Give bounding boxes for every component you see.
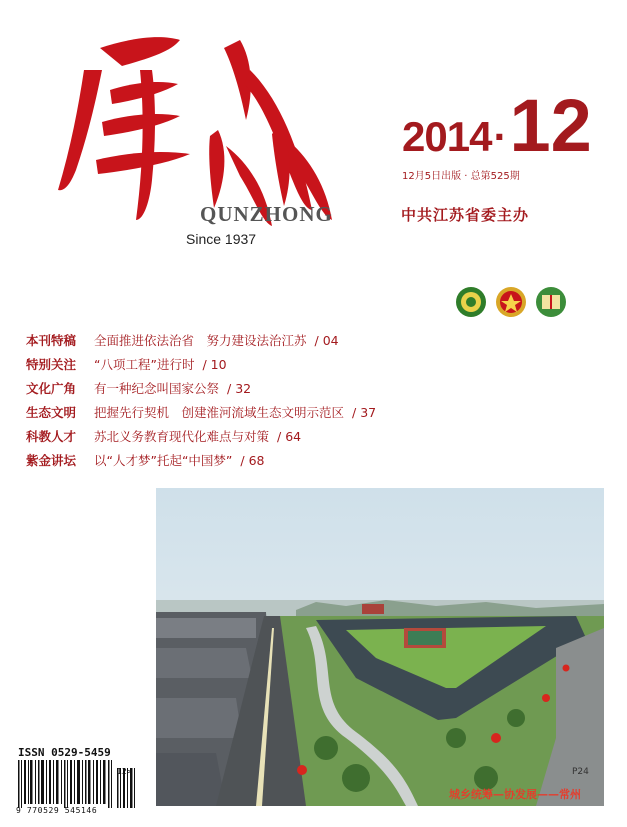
toc-item[interactable] <box>26 400 586 424</box>
toc-title: “八项工程”进行时 <box>94 357 195 372</box>
photo-page-ref: P24 <box>572 767 589 777</box>
table-of-contents <box>26 328 586 472</box>
toc-title: 有一种纪念叫国家公祭 <box>94 381 220 396</box>
toc-page: / 68 <box>240 452 265 468</box>
toc-page: / 32 <box>227 380 252 396</box>
toc-page: / 64 <box>277 428 302 444</box>
masthead-roman-title: QUNZHONG <box>200 202 333 226</box>
issn-label: ISSN 0529-5459 <box>18 746 111 759</box>
toc-page: / 04 <box>314 332 339 348</box>
award-logos <box>455 286 567 318</box>
toc-item[interactable] <box>26 376 586 400</box>
issue-dot: · <box>493 113 508 160</box>
toc-category: 科教人才 <box>26 429 77 444</box>
barcode-digits: 9 770529 545146 <box>16 806 98 815</box>
toc-item[interactable] <box>26 352 586 376</box>
toc-category: 文化广角 <box>26 381 77 396</box>
toc-category: 本刊特稿 <box>26 333 77 348</box>
cover-photo <box>156 488 604 806</box>
barcode-addon: 12> <box>117 767 132 776</box>
toc-item[interactable] <box>26 424 586 448</box>
publication-info: 12月5日出版 · 总第525期 <box>402 171 520 182</box>
toc-item[interactable] <box>26 448 586 472</box>
book-emblem-icon <box>535 286 567 318</box>
issue-number <box>402 84 592 167</box>
toc-page: / 10 <box>202 356 227 372</box>
medal-emblem-icon <box>495 286 527 318</box>
since-label: Since 1937 <box>186 231 257 247</box>
toc-title: 全面推进依法治省 努力建设法治江苏 <box>94 333 307 348</box>
toc-title: 把握先行契机 创建淮河流域生态文明示范区 <box>94 405 345 420</box>
toc-category: 紫金讲坛 <box>26 453 77 468</box>
toc-title: 以“人才梦”托起“中国梦” <box>94 453 233 468</box>
toc-item[interactable] <box>26 328 586 352</box>
toc-title: 苏北义务教育现代化难点与对策 <box>94 429 270 444</box>
green-emblem-icon <box>455 286 487 318</box>
sponsor-label: 中共江苏省委主办 <box>401 206 530 224</box>
toc-category: 特别关注 <box>26 357 77 372</box>
toc-category: 生态文明 <box>26 405 77 420</box>
issue-num: 12 <box>509 84 592 167</box>
issue-year: 2014 <box>402 113 492 160</box>
photo-caption: 城乡统筹—协发展——常州 <box>449 788 581 801</box>
toc-page: / 37 <box>352 404 377 420</box>
